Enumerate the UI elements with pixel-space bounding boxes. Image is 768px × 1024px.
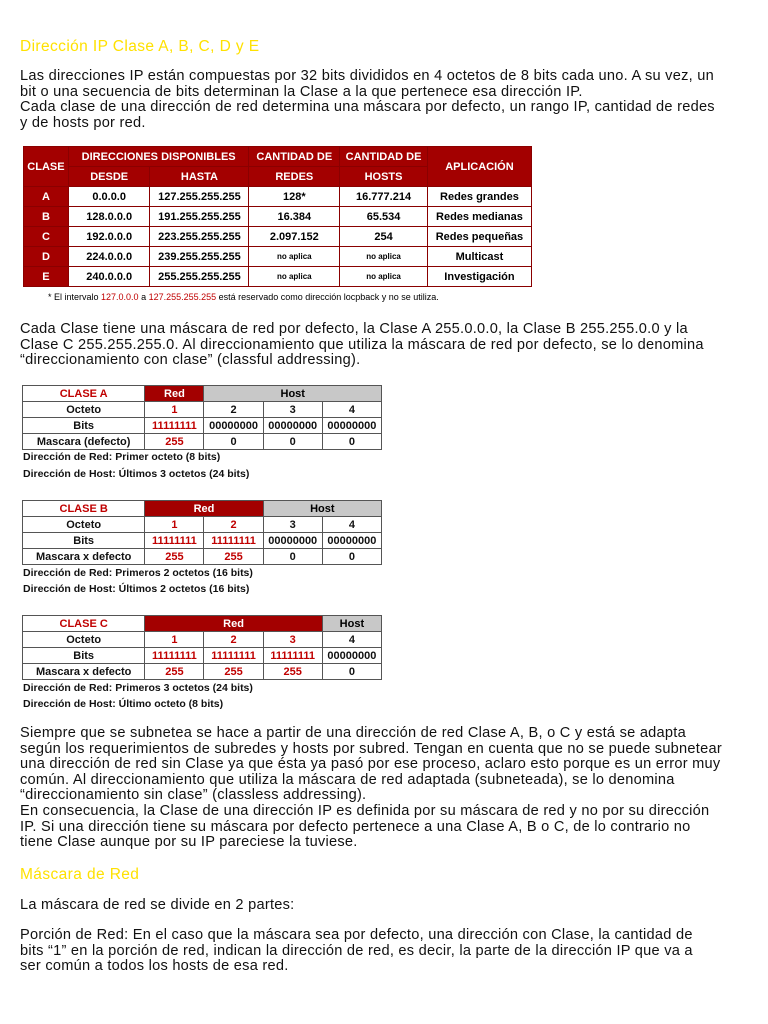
cell-clase: B <box>24 207 69 227</box>
cell-redes: 2.097.152 <box>249 227 340 247</box>
mask-value: 255 <box>145 434 204 450</box>
bits-value: 11111111 <box>145 648 204 664</box>
cell-clase: A <box>24 187 69 207</box>
cell-aplicacion: Multicast <box>427 247 531 267</box>
table-row <box>24 187 532 207</box>
ip-class-table <box>23 146 532 287</box>
mask-value: 0 <box>263 434 322 450</box>
octeto-number: 1 <box>145 632 204 648</box>
cell-hasta: 255.255.255.255 <box>150 267 249 287</box>
octeto-number: 3 <box>263 402 322 418</box>
section-title-mask: Máscara de Red <box>20 866 140 883</box>
footnote-range-start: 127.0.0.0 <box>101 292 139 302</box>
header-desde: DESDE <box>68 167 150 187</box>
mask-value: 255 <box>263 664 322 680</box>
host-header: Host <box>322 616 381 632</box>
cell-aplicacion: Redes pequeñas <box>427 227 531 247</box>
table-row <box>24 207 532 227</box>
mask-label: Mascara (defecto) <box>23 434 145 450</box>
header-cant-redes: CANTIDAD DE <box>249 147 340 167</box>
mask-value: 0 <box>322 664 381 680</box>
cell-redes: 128* <box>249 187 340 207</box>
octeto-label: Octeto <box>23 402 145 418</box>
class-c-network-note: Dirección de Red: Primeros 3 octetos (24 bits) <box>23 682 253 694</box>
cell-desde: 224.0.0.0 <box>68 247 150 267</box>
bits-value: 11111111 <box>145 533 204 549</box>
bits-label: Bits <box>23 418 145 434</box>
octeto-label: Octeto <box>23 517 145 533</box>
mask-value: 0 <box>204 434 263 450</box>
bits-value: 00000000 <box>322 418 381 434</box>
red-header: Red <box>145 501 263 517</box>
header-hosts: HOSTS <box>340 167 428 187</box>
cell-hosts: 254 <box>340 227 428 247</box>
octeto-label: Octeto <box>23 632 145 648</box>
cell-hosts: 16.777.214 <box>340 187 428 207</box>
class-c-bit-table <box>22 615 382 680</box>
cell-aplicacion: Redes medianas <box>427 207 531 227</box>
class-a-network-note: Dirección de Red: Primer octeto (8 bits) <box>23 451 221 463</box>
table-footnote <box>48 292 439 302</box>
class-a-host-note: Dirección de Host: Últimos 3 octetos (24 bits) <box>23 468 250 480</box>
octeto-number: 4 <box>322 402 381 418</box>
octeto-number: 4 <box>322 632 381 648</box>
text-line: IP. Si una dirección tiene su máscara por defecto pertenece a una Clase A, B o C, de lo contrario no <box>20 818 691 835</box>
table-row <box>24 227 532 247</box>
text-line: Porción de Red: En el caso que la máscara sea por defecto, una dirección con Clase, la cantidad de <box>20 927 693 943</box>
class-b-network-note: Dirección de Red: Primeros 2 octetos (16 bits) <box>23 567 253 579</box>
text-line: una dirección de red sin Clase ya que ésta ya pasó por ese proceso, aclaro esto porque es un error muy <box>20 756 721 773</box>
text-line: “direccionamiento con clase” (classful addressing). <box>20 352 361 369</box>
text-line: Cada clase de una dirección de red determina una máscara por defecto, un rango IP, cantidad de redes <box>20 99 715 116</box>
footnote-text: está reservado como dirección locpback y no se utiliza. <box>216 292 439 302</box>
mask-value: 255 <box>145 664 204 680</box>
cell-desde: 128.0.0.0 <box>68 207 150 227</box>
class-a-bit-table <box>22 385 382 450</box>
bits-value: 11111111 <box>204 533 263 549</box>
header-cant-hosts: CANTIDAD DE <box>340 147 428 167</box>
network-portion-paragraph <box>20 928 748 975</box>
red-header: Red <box>145 386 204 402</box>
text-line: En consecuencia, la Clase de una dirección IP es definida por su máscara de red y no por su dirección <box>20 802 710 819</box>
class-b-host-note: Dirección de Host: Últimos 2 octetos (16 bits) <box>23 583 250 595</box>
text-line: común. Al direccionamiento que utiliza la máscara de red adaptada (subneteada), se lo denomina <box>20 771 675 788</box>
mask-value: 0 <box>322 434 381 450</box>
table-row <box>24 247 532 267</box>
cell-redes: 16.384 <box>249 207 340 227</box>
bits-label: Bits <box>23 533 145 549</box>
class-name: CLASE A <box>23 386 145 402</box>
mask-value: 255 <box>204 664 263 680</box>
text-line: según los requerimientos de subredes y hosts por subred. Tengan en cuenta que no se puede subnetear <box>20 740 722 757</box>
cell-hosts: 65.534 <box>340 207 428 227</box>
cell-hasta: 239.255.255.255 <box>150 247 249 267</box>
text-line: La máscara de red se divide en 2 partes: <box>20 897 295 913</box>
header-clase: CLASE <box>24 147 69 187</box>
mask-value: 255 <box>204 549 263 565</box>
cell-desde: 0.0.0.0 <box>68 187 150 207</box>
cell-hosts: no aplica <box>340 247 428 267</box>
cell-clase: C <box>24 227 69 247</box>
octeto-number: 2 <box>204 402 263 418</box>
footnote-text: a <box>138 292 149 302</box>
cell-aplicacion: Redes grandes <box>427 187 531 207</box>
octeto-number: 3 <box>263 517 322 533</box>
host-header: Host <box>204 386 382 402</box>
mask-value: 0 <box>263 549 322 565</box>
mask-value: 255 <box>145 549 204 565</box>
table-row <box>24 267 532 287</box>
text-line: bits “1” en la porción de red, indican la dirección de red, es decir, la parte de la dirección IP que va a <box>20 942 693 959</box>
bits-value: 00000000 <box>322 533 381 549</box>
header-redes: REDES <box>249 167 340 187</box>
red-header: Red <box>145 616 322 632</box>
bits-value: 00000000 <box>263 418 322 434</box>
host-header: Host <box>263 501 381 517</box>
bits-value: 00000000 <box>263 533 322 549</box>
bits-label: Bits <box>23 648 145 664</box>
header-aplicacion: APLICACIÓN <box>427 147 531 187</box>
octeto-number: 1 <box>145 402 204 418</box>
mask-value: 0 <box>322 549 381 565</box>
text-line: tiene Clase aunque por su IP pareciese la tuviese. <box>20 834 358 851</box>
octeto-number: 2 <box>204 517 263 533</box>
text-line: Clase C 255.255.255.0. Al direccionamiento que utiliza la máscara de red por defecto, se lo denomina <box>20 336 704 353</box>
footnote-range-end: 127.255.255.255 <box>148 292 217 302</box>
text-line: Las direcciones IP están compuestas por 32 bits divididos en 4 octetos de 8 bits cada uno. A su vez, un <box>20 68 714 84</box>
header-hasta: HASTA <box>150 167 249 187</box>
cell-hasta: 223.255.255.255 <box>150 227 249 247</box>
octeto-number: 2 <box>204 632 263 648</box>
cell-redes: no aplica <box>249 247 340 267</box>
bits-value: 00000000 <box>322 648 381 664</box>
header-direcciones: DIRECCIONES DISPONIBLES <box>68 147 249 167</box>
intro-paragraph <box>20 69 748 131</box>
mask-label: Mascara x defecto <box>23 664 145 680</box>
class-c-host-note: Dirección de Host: Último octeto (8 bits) <box>23 698 224 710</box>
class-b-bit-table <box>22 500 382 565</box>
cell-hasta: 191.255.255.255 <box>150 207 249 227</box>
octeto-number: 3 <box>263 632 322 648</box>
octeto-number: 1 <box>145 517 204 533</box>
mask-label: Mascara x defecto <box>23 549 145 565</box>
text-line: ser común a todos los hosts de esa red. <box>20 958 289 975</box>
text-line: Cada Clase tiene una máscara de red por defecto, la Clase A 255.0.0.0, la Clase B 255.255.0.0 y la <box>20 321 688 337</box>
cell-aplicacion: Investigación <box>427 267 531 287</box>
text-line: Siempre que se subnetea se hace a partir de una dirección de red Clase A, B, o C y está se adapta <box>20 725 686 741</box>
section-title-ip-classes: Dirección IP Clase A, B, C, D y E <box>20 38 260 55</box>
cell-desde: 240.0.0.0 <box>68 267 150 287</box>
footnote-text: * El intervalo <box>48 292 102 302</box>
subnetting-paragraph <box>20 726 748 851</box>
bits-value: 11111111 <box>145 418 204 434</box>
cell-hosts: no aplica <box>340 267 428 287</box>
bits-value: 00000000 <box>204 418 263 434</box>
cell-redes: no aplica <box>249 267 340 287</box>
bits-value: 11111111 <box>263 648 322 664</box>
cell-desde: 192.0.0.0 <box>68 227 150 247</box>
default-mask-paragraph <box>20 322 748 369</box>
class-name: CLASE C <box>23 616 145 632</box>
mask-intro-paragraph <box>20 898 748 914</box>
text-line: “direccionamiento sin clase” (classless addressing). <box>20 787 367 804</box>
text-line: y de hosts por red. <box>20 114 146 131</box>
cell-hasta: 127.255.255.255 <box>150 187 249 207</box>
text-line: bit o una secuencia de bits determinan la Clase a la que pertenece esa dirección IP. <box>20 83 583 100</box>
octeto-number: 4 <box>322 517 381 533</box>
cell-clase: E <box>24 267 69 287</box>
cell-clase: D <box>24 247 69 267</box>
bits-value: 11111111 <box>204 648 263 664</box>
class-name: CLASE B <box>23 501 145 517</box>
